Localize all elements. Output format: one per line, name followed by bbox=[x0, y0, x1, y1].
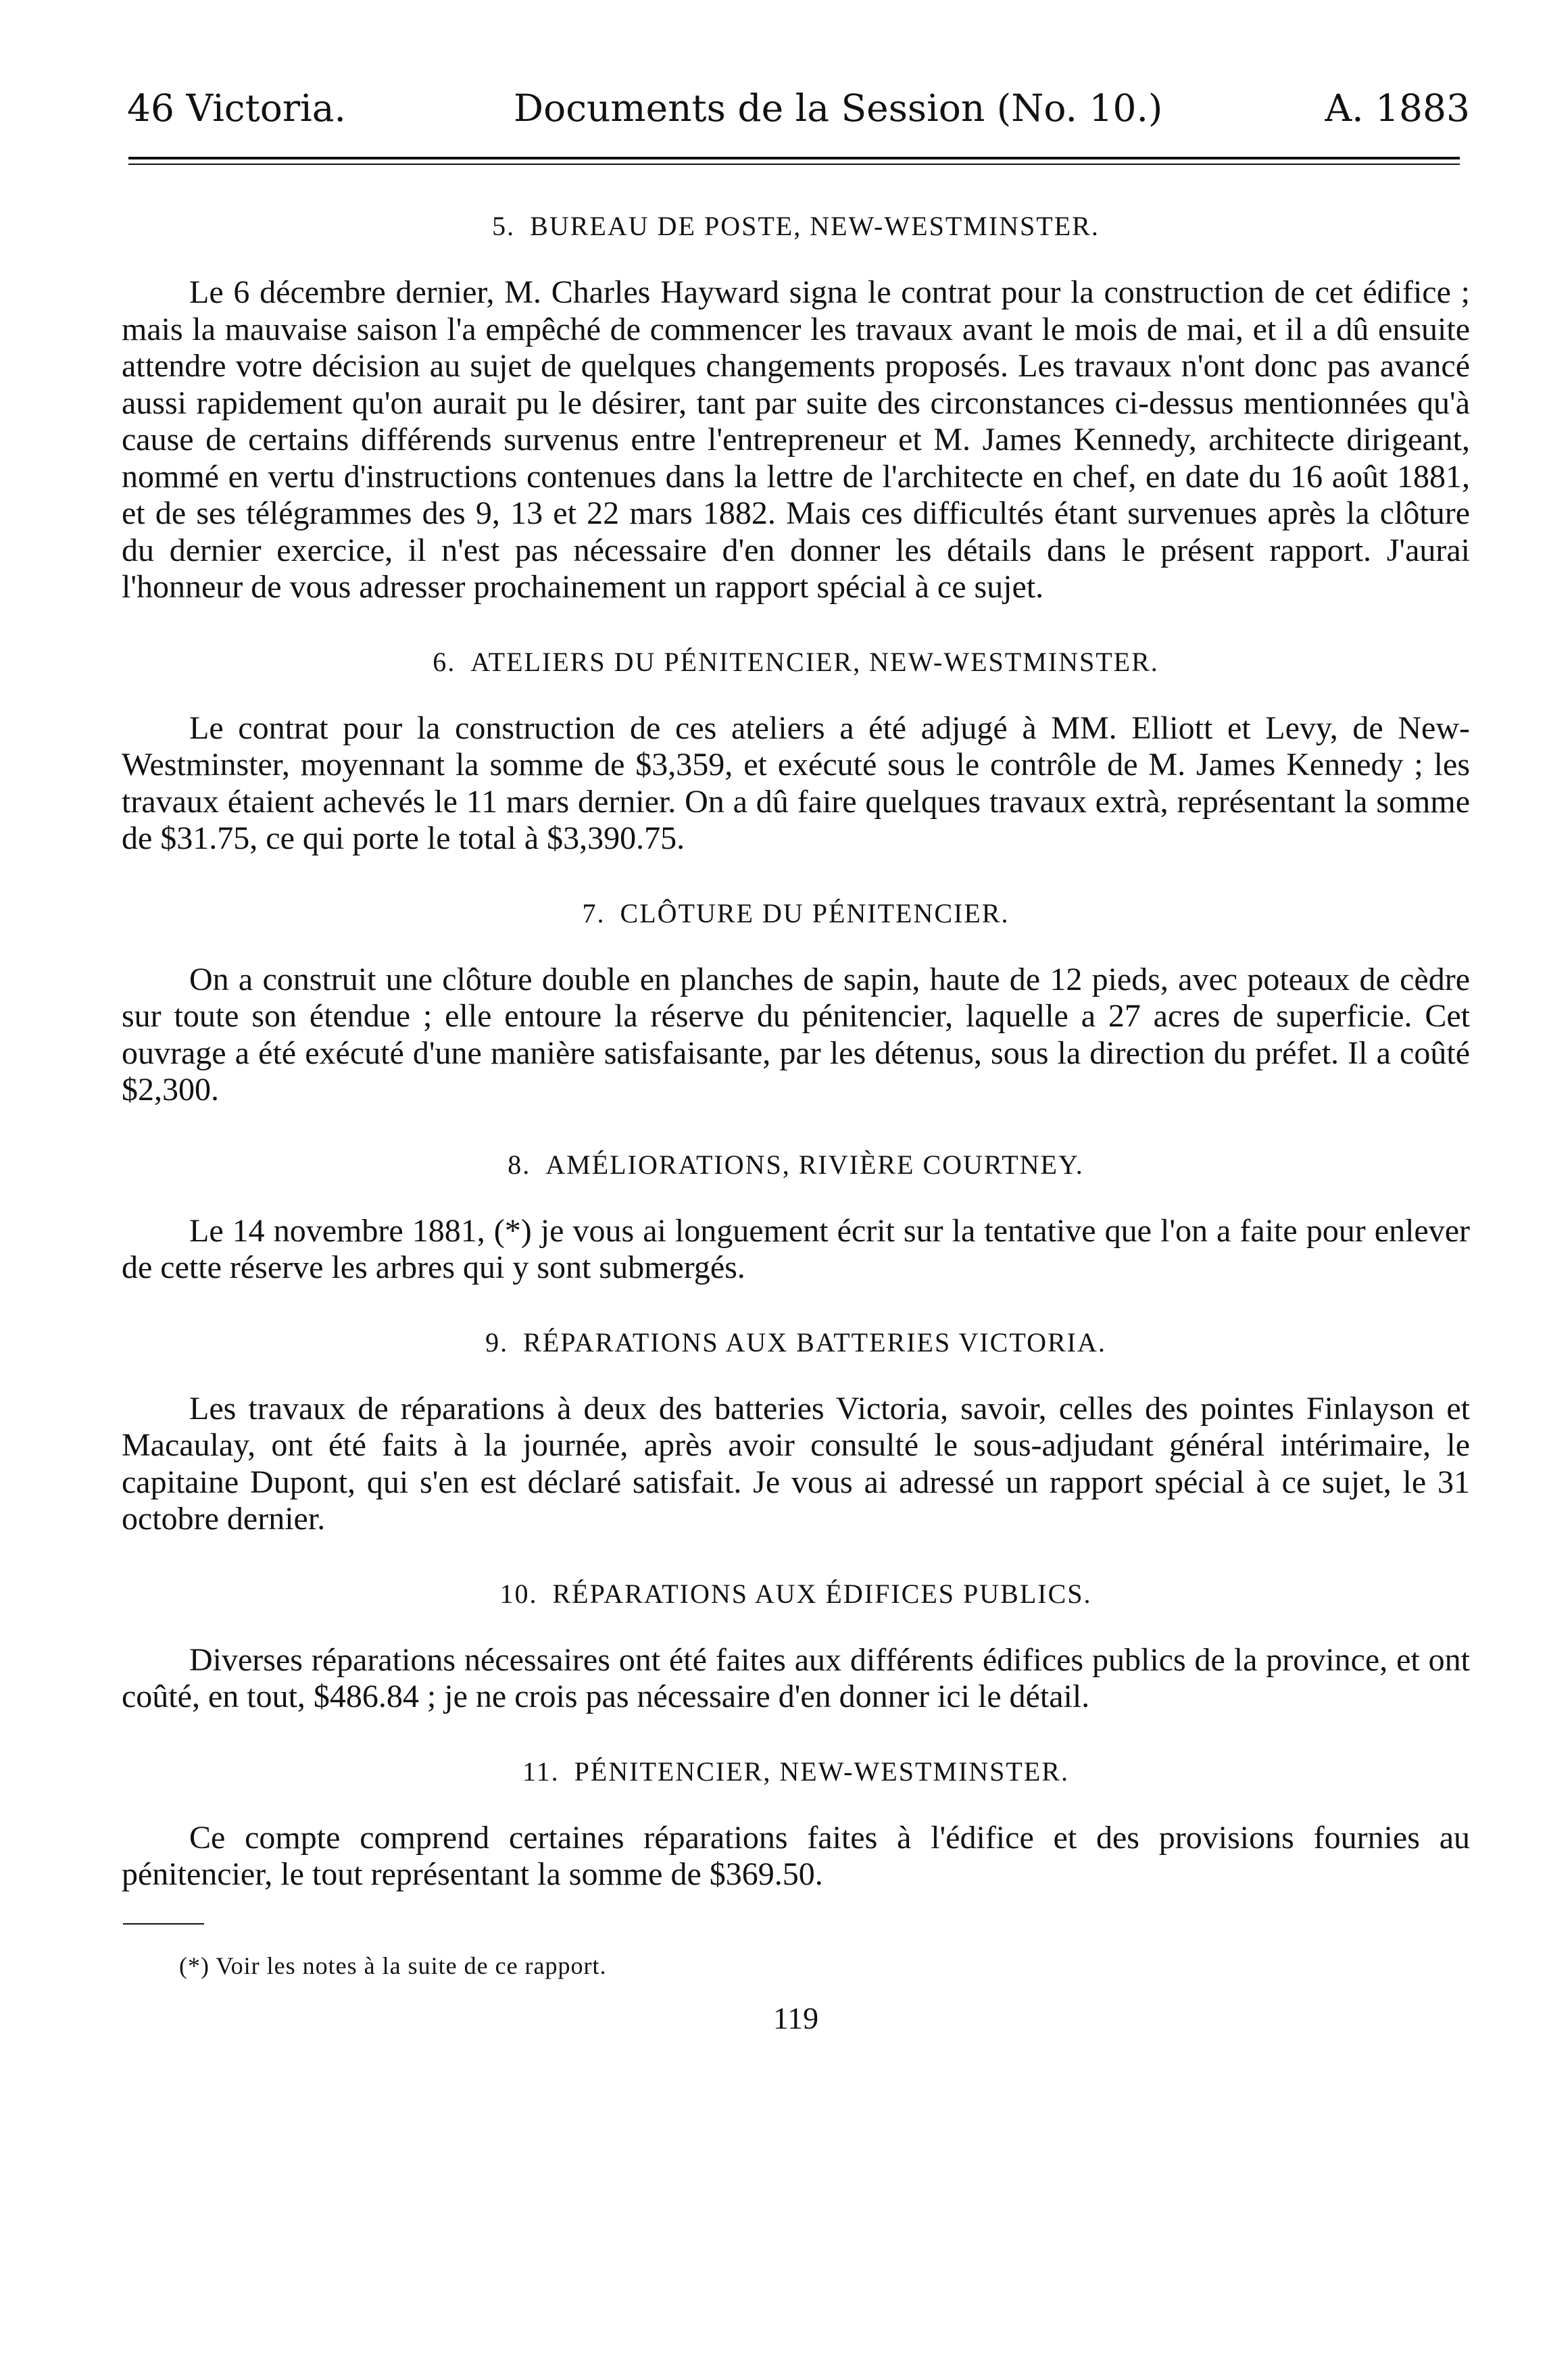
section-heading bbox=[122, 1755, 1470, 1789]
section-body: Le contrat pour la construction de ces ateliers a été adjugé à MM. Elliott et Levy, de New-Westminster, moyennant la somme de $3,359, et exécuté sous le contrôle de M. James Kennedy ; les travaux étaient achevés le 11 mars dernier. On a dû faire quelques travaux extrà, représentant la somme de $31.75, ce qui porte le total à $3,390.75. bbox=[122, 710, 1470, 856]
section-body: Diverses réparations nécessaires ont été faites aux différents édifices publics de la province, et ont coûté, en tout, $486.84 ; je ne crois pas nécessaire d'en donner ici le détail. bbox=[122, 1641, 1470, 1714]
section-title: RÉPARATIONS AUX BATTERIES VICTORIA. bbox=[523, 1327, 1106, 1358]
section-title: BUREAU DE POSTE, NEW-WESTMINSTER. bbox=[530, 211, 1100, 241]
section-body: Le 14 novembre 1881, (*) je vous ai longuement écrit sur la tentative que l'on a faite pour enlever de cette réserve les arbres qui y sont submergés. bbox=[122, 1212, 1470, 1285]
footnote-rule bbox=[123, 1923, 204, 1925]
section-title: PÉNITENCIER, NEW-WESTMINSTER. bbox=[574, 1756, 1069, 1787]
section-number: 11. bbox=[522, 1756, 560, 1787]
header-center: Documents de la Session (No. 10.) bbox=[514, 86, 1163, 130]
section-number: 10. bbox=[499, 1578, 538, 1609]
section-title: RÉPARATIONS AUX ÉDIFICES PUBLICS. bbox=[552, 1578, 1092, 1609]
section-number: 8. bbox=[508, 1149, 531, 1180]
section-11 bbox=[122, 1755, 1470, 1893]
section-heading bbox=[122, 209, 1470, 243]
section-5 bbox=[122, 209, 1470, 606]
section-body: On a construit une clôture double en planches de sapin, haute de 12 pieds, avec poteaux de cèdre sur toute son étendue ; elle entoure la réserve du pénitencier, laquelle a 27 acres de superficie. Cet ouvrage a été exécuté d'une manière satisfaisante, par les détenus, sous la direction du préfet. Il a coûté $2,300. bbox=[122, 961, 1470, 1108]
footnote: (*) Voir les notes à la suite de ce rapport. bbox=[179, 1952, 607, 1979]
section-body: Ce compte comprend certaines réparations faites à l'édifice et des provisions fournies au pénitencier, le tout représentant la somme de $369.50. bbox=[122, 1819, 1470, 1892]
section-body: Les travaux de réparations à deux des batteries Victoria, savoir, celles des pointes Finlayson et Macaulay, ont été faits à la journée, après avoir consulté le sous-adjudant général intérimaire, le capitaine Dupont, qui s'en est déclaré satisfait. Je vous ai adressé un rapport spécial à ce sujet, le 31 octobre dernier. bbox=[122, 1390, 1470, 1537]
section-10 bbox=[122, 1577, 1470, 1716]
section-6 bbox=[122, 645, 1470, 858]
section-7 bbox=[122, 897, 1470, 1109]
section-title: CLÔTURE DU PÉNITENCIER. bbox=[620, 897, 1010, 928]
section-heading bbox=[122, 1326, 1470, 1360]
section-heading bbox=[122, 1148, 1470, 1182]
section-number: 6. bbox=[433, 646, 456, 677]
document-page bbox=[122, 81, 1470, 2036]
section-number: 7. bbox=[582, 897, 606, 928]
section-9 bbox=[122, 1326, 1470, 1538]
section-heading bbox=[122, 1577, 1470, 1611]
section-heading bbox=[122, 897, 1470, 931]
header-right: A. 1883 bbox=[1325, 86, 1470, 130]
section-title: ATELIERS DU PÉNITENCIER, NEW-WESTMINSTER. bbox=[470, 646, 1159, 677]
section-number: 9. bbox=[485, 1327, 509, 1358]
section-title: AMÉLIORATIONS, RIVIÈRE COURTNEY. bbox=[545, 1149, 1084, 1180]
header-double-rule bbox=[128, 157, 1460, 165]
section-heading bbox=[122, 645, 1470, 679]
page-number: 119 bbox=[772, 2000, 819, 2035]
header-left: 46 Victoria. bbox=[127, 86, 346, 130]
section-number: 5. bbox=[492, 211, 516, 241]
section-body: Le 6 décembre dernier, M. Charles Hayward signa le contrat pour la construction de cet édifice ; mais la mauvaise saison l'a empêché de commencer les travaux avant le mois de mai, et il a dû ensuite attendre votre décision au sujet de quelques changements proposés. Les travaux n'ont donc pas avancé aussi rapidement qu'on aurait pu le désirer, tant par suite des circonstances ci-dessus mentionnées qu'à cause de certains différends survenus entre l'entrepreneur et M. James Kennedy, architecte dirigeant, nommé en vertu d'instructions contenues dans la lettre de l'architecte en chef, en date du 16 août 1881, et de ses télégrammes des 9, 13 et 22 mars 1882. Mais ces difficultés étant survenues après la clôture du dernier exercice, il n'est pas nécessaire d'en donner les détails dans le présent rapport. J'aurai l'honneur de vous adresser prochainement un rapport spécial à ce sujet. bbox=[122, 274, 1470, 605]
running-header bbox=[122, 81, 1470, 135]
section-8 bbox=[122, 1148, 1470, 1287]
